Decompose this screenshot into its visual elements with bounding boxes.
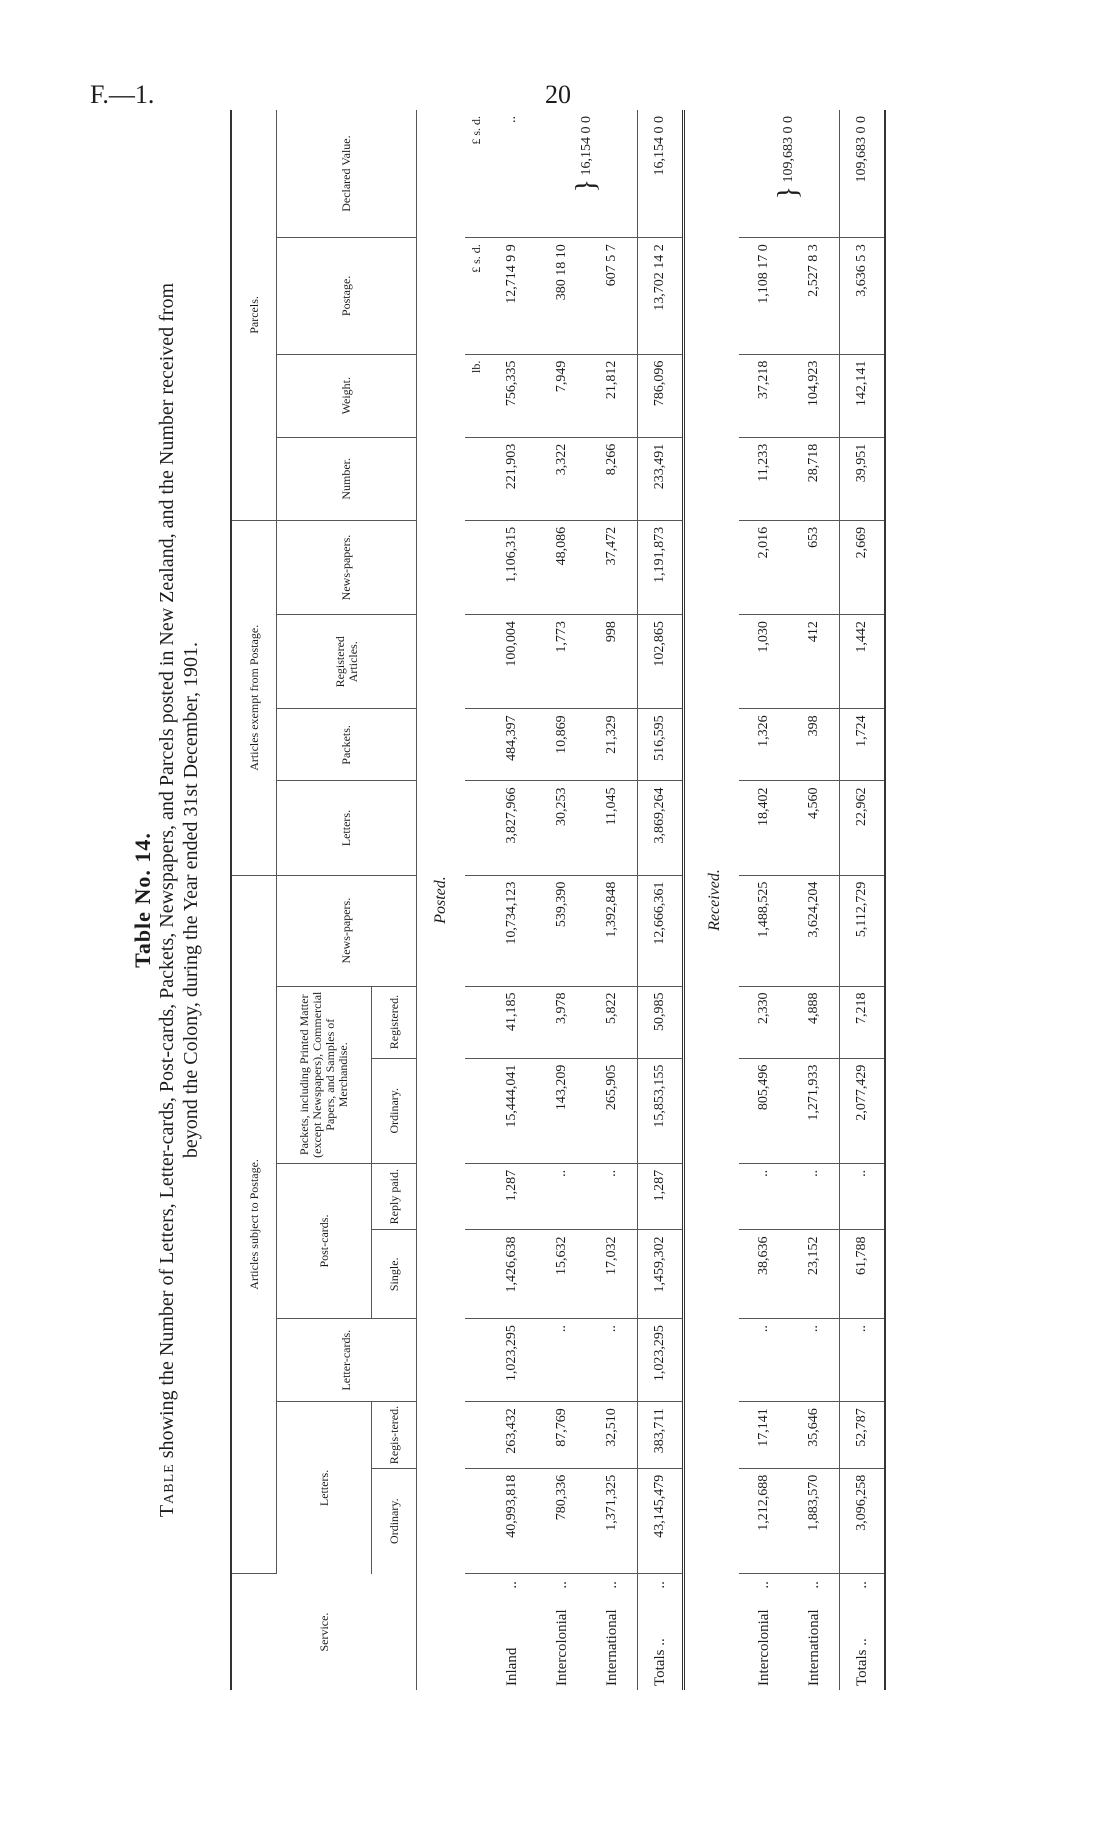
cell: 52,787 xyxy=(840,1402,886,1469)
cell: 3,636 5 3 xyxy=(840,238,886,354)
section-received: Received. xyxy=(706,869,723,931)
service-cell: Totals .. .. xyxy=(840,1574,886,1690)
cell: 48,086 xyxy=(537,520,587,614)
header-letters-registered: Regis-tered. xyxy=(372,1402,417,1469)
declared-value-cell: } 16,154 0 0 xyxy=(537,110,638,238)
header-exempt-newspapers: News-papers. xyxy=(277,520,417,614)
cell: .. xyxy=(587,1163,638,1230)
cell: 233,491 xyxy=(638,437,684,520)
cell: 30,253 xyxy=(537,781,587,875)
cell: 1,023,295 xyxy=(638,1319,684,1402)
cell: 1,459,302 xyxy=(638,1230,684,1319)
header-parcel-postage: Postage. xyxy=(277,238,417,354)
header-letters: Letters. xyxy=(277,1402,372,1574)
cell: 18,402 xyxy=(739,781,789,875)
cell: 1,106,315 xyxy=(487,520,537,614)
cell: 5,112,729 xyxy=(840,875,886,986)
cell: 1,030 xyxy=(739,615,789,709)
header-exempt-packets: Packets. xyxy=(277,709,417,781)
brace-icon: } xyxy=(571,179,602,193)
cell: 15,632 xyxy=(537,1230,587,1319)
header-post-cards-reply: Reply paid. xyxy=(372,1163,417,1230)
cell: 37,218 xyxy=(739,354,789,437)
cell: 43,145,479 xyxy=(638,1468,684,1573)
cell: 35,646 xyxy=(789,1402,840,1469)
header-parcels: Parcels. xyxy=(231,110,277,520)
service-cell: Intercolonial .. xyxy=(755,1581,772,1686)
cell: 12,666,361 xyxy=(638,875,684,986)
cell: 265,905 xyxy=(587,1058,638,1163)
cell: 10,734,123 xyxy=(487,875,537,986)
cell: 2,669 xyxy=(840,520,886,614)
cell: 23,152 xyxy=(789,1230,840,1319)
cell: 516,595 xyxy=(638,709,684,781)
service-cell: Intercolonial .. xyxy=(553,1581,570,1686)
cell: 16,154 0 0 xyxy=(638,110,684,238)
cell: 1,442 xyxy=(840,615,886,709)
cell: 11,233 xyxy=(739,437,789,520)
cell: 28,718 xyxy=(789,437,840,520)
cell: 15,444,041 xyxy=(487,1058,537,1163)
cell: .. xyxy=(840,1163,886,1230)
cell: 4,560 xyxy=(789,781,840,875)
cell: .. xyxy=(587,1319,638,1402)
table-number: Table No. 14. xyxy=(130,832,155,968)
cell: 21,329 xyxy=(587,709,638,781)
cell: 3,322 xyxy=(537,437,587,520)
cell: 3,978 xyxy=(537,986,587,1058)
table-row xyxy=(587,110,638,1690)
cell: 380 18 10 xyxy=(537,238,587,354)
cell: 104,923 xyxy=(789,354,840,437)
statistics-table xyxy=(230,110,886,1690)
service-cell: Totals .. .. xyxy=(638,1574,684,1690)
unit-declared: £ s. d. xyxy=(465,110,487,238)
cell: 3,869,264 xyxy=(638,781,684,875)
cell: .. xyxy=(789,1163,840,1230)
header-letter-cards: Letter-cards. xyxy=(277,1319,417,1402)
service-cell: International .. xyxy=(805,1581,822,1686)
cell: 1,271,933 xyxy=(789,1058,840,1163)
cell: 10,869 xyxy=(537,709,587,781)
cell: 1,326 xyxy=(739,709,789,781)
header-post-cards-single: Single. xyxy=(372,1230,417,1319)
cell: .. xyxy=(789,1319,840,1402)
declared-value-cell: } 109,683 0 0 xyxy=(739,110,840,238)
cell: 13,702 14 2 xyxy=(638,238,684,354)
cell: 11,045 xyxy=(587,781,638,875)
title-prefix: Table xyxy=(156,1463,178,1518)
cell: 38,636 xyxy=(739,1230,789,1319)
service-cell: Inland .. xyxy=(503,1581,520,1686)
rotated-table-sheet xyxy=(130,110,1114,1690)
cell: 39,951 xyxy=(840,437,886,520)
cell: 383,711 xyxy=(638,1402,684,1469)
unit-postage: £ s. d. xyxy=(465,238,487,354)
cell: 1,212,688 xyxy=(739,1468,789,1573)
cell: 2,527 8 3 xyxy=(789,238,840,354)
header-exempt-registered: Registered Articles. xyxy=(277,615,417,709)
cell: 100,004 xyxy=(487,615,537,709)
cell: 607 5 7 xyxy=(587,238,638,354)
page-number: 20 xyxy=(545,80,571,109)
cell: 653 xyxy=(789,520,840,614)
header-parcel-weight: Weight. xyxy=(277,354,417,437)
cell: 2,077,429 xyxy=(840,1058,886,1163)
cell: .. xyxy=(739,1163,789,1230)
cell: 1,426,638 xyxy=(487,1230,537,1319)
header-parcel-declared: Declared Value. xyxy=(277,110,417,238)
unit-weight: lb. xyxy=(465,354,487,437)
cell: 5,822 xyxy=(587,986,638,1058)
cell: 398 xyxy=(789,709,840,781)
header-packets-registered: Registered. xyxy=(372,986,417,1058)
header-service: Service. xyxy=(231,1574,417,1690)
table-row xyxy=(739,110,789,1690)
cell: 50,985 xyxy=(638,986,684,1058)
cell: 1,724 xyxy=(840,709,886,781)
cell: 41,185 xyxy=(487,986,537,1058)
cell: 7,218 xyxy=(840,986,886,1058)
cell: 1,488,525 xyxy=(739,875,789,986)
cell: 539,390 xyxy=(537,875,587,986)
header-newspapers: News-papers. xyxy=(277,875,417,986)
header-exempt-from-postage: Articles exempt from Postage. xyxy=(231,520,277,875)
header-post-cards: Post-cards. xyxy=(277,1163,372,1318)
table-title xyxy=(155,110,203,1690)
cell: 1,883,570 xyxy=(789,1468,840,1573)
cell: 2,016 xyxy=(739,520,789,614)
cell: 756,335 xyxy=(487,354,537,437)
page-code: F.—1. xyxy=(90,80,155,109)
cell: 37,472 xyxy=(587,520,638,614)
cell: 8,266 xyxy=(587,437,638,520)
cell: 221,903 xyxy=(487,437,537,520)
cell: 142,141 xyxy=(840,354,886,437)
cell: .. xyxy=(739,1319,789,1402)
brace-icon: } xyxy=(773,186,804,200)
cell: 3,096,258 xyxy=(840,1468,886,1573)
cell: 1,773 xyxy=(537,615,587,709)
header-exempt-letters: Letters. xyxy=(277,781,417,875)
totals-row-received xyxy=(840,110,886,1690)
cell: 1,392,848 xyxy=(587,875,638,986)
cell: 61,788 xyxy=(840,1230,886,1319)
cell: 32,510 xyxy=(587,1402,638,1469)
cell: 412 xyxy=(789,615,840,709)
totals-row-posted xyxy=(638,110,684,1690)
cell: 2,330 xyxy=(739,986,789,1058)
cell: .. xyxy=(537,1319,587,1402)
table-row xyxy=(487,110,537,1690)
cell: 21,812 xyxy=(587,354,638,437)
header-subject-to-postage: Articles subject to Postage. xyxy=(231,875,277,1573)
cell: 998 xyxy=(587,615,638,709)
title-line-1: showing the Number of Letters, Letter-cards, Post-cards, Packets, Newspapers, and Parcels posted in New Zealand, and the Number received from xyxy=(156,282,178,1459)
cell: 4,888 xyxy=(789,986,840,1058)
divider xyxy=(684,110,692,1690)
cell: 780,336 xyxy=(537,1468,587,1573)
cell: 1,191,873 xyxy=(638,520,684,614)
cell: 22,962 xyxy=(840,781,886,875)
cell: .. xyxy=(487,110,537,238)
cell: 7,949 xyxy=(537,354,587,437)
header-packets-ordinary: Ordinary. xyxy=(372,1058,417,1163)
cell: 17,141 xyxy=(739,1402,789,1469)
cell: 17,032 xyxy=(587,1230,638,1319)
cell: 1,287 xyxy=(638,1163,684,1230)
cell: 12,714 9 9 xyxy=(487,238,537,354)
cell: 109,683 0 0 xyxy=(840,110,886,238)
cell: 1,287 xyxy=(487,1163,537,1230)
cell: 1,108 17 0 xyxy=(739,238,789,354)
cell: 263,432 xyxy=(487,1402,537,1469)
table-row xyxy=(537,110,587,1690)
cell: 1,023,295 xyxy=(487,1319,537,1402)
cell: 786,096 xyxy=(638,354,684,437)
cell: 805,496 xyxy=(739,1058,789,1163)
header-letters-ordinary: Ordinary. xyxy=(372,1468,417,1573)
table-row xyxy=(789,110,840,1690)
cell: 102,865 xyxy=(638,615,684,709)
cell: 484,397 xyxy=(487,709,537,781)
title-line-2: beyond the Colony, during the Year ended 31st December, 1901. xyxy=(180,641,202,1159)
cell: 1,371,325 xyxy=(587,1468,638,1573)
section-posted: Posted. xyxy=(432,876,449,924)
cell: 3,624,204 xyxy=(789,875,840,986)
header-packets: Packets, including Printed Matter (except Newspapers), Commercial Papers, and Samples of Merchandise. xyxy=(277,986,372,1163)
cell: 143,209 xyxy=(537,1058,587,1163)
header-parcel-number: Number. xyxy=(277,437,417,520)
cell: .. xyxy=(840,1319,886,1402)
cell: .. xyxy=(537,1163,587,1230)
cell: 87,769 xyxy=(537,1402,587,1469)
cell: 3,827,966 xyxy=(487,781,537,875)
cell: 40,993,818 xyxy=(487,1468,537,1573)
cell: 15,853,155 xyxy=(638,1058,684,1163)
service-cell: International .. xyxy=(603,1581,620,1686)
